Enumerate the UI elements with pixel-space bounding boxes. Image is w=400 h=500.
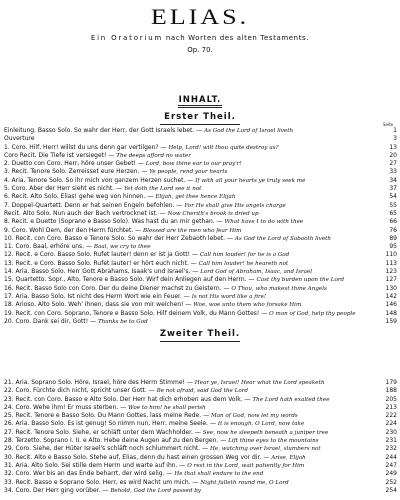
entry-english-title: If with all your hearts ye truly seek me (195, 177, 306, 184)
entry-english-title: Woe, woe unto them who forsake Him (193, 302, 302, 309)
entry-english-title: Call him louder! for he is a God (199, 252, 290, 259)
entry-page-number: 95 (389, 243, 397, 251)
contents-entry (4, 387, 397, 395)
entry-text: 4. Aria. Tenore Solo. So ihr mich von ganzem Herzen suchet. — If with all your hearts ye truly seek me (4, 176, 306, 184)
contents-entry (4, 470, 397, 478)
entry-label: Coro. Wer bis an das Ende beharrt, der wird selig. (15, 470, 165, 478)
entry-label: Ouverture (4, 135, 35, 143)
entry-number: 4. (4, 176, 10, 184)
entry-english-title: Behold, God the Lord passed by (110, 487, 201, 494)
entry-number: 17. (4, 292, 14, 300)
entry-number: 29. (4, 445, 14, 453)
entry-text: 12. Recit. e Coro. Basso Solo. Rufet lauter! denn er ist ja Gott! — Call him louder! for he is a God (4, 251, 290, 259)
entry-label: Recit. Tenore Solo. Zerreisset eure Herzen. (11, 168, 140, 176)
entry-number: 32. (4, 470, 14, 478)
part-two-entries (4, 379, 397, 495)
entry-label: Aria. Soprano Solo. Höre, Israel, höre des Herrn Stimme! (15, 379, 185, 386)
entry-english-title: O rest in the Lord, wait patiently for Him (187, 462, 305, 469)
entry-label: Duetto con Coro. Herr, höre unser Gebet! (11, 160, 136, 168)
entry-text: 19. Recit. con Coro. Soprano, Tenore e Basso Solo. Hilf deinem Volk, du Mann Gottes! — O man of God, help thy people (4, 309, 356, 317)
entry-number: 9. (4, 226, 10, 234)
opus-number: Op. 70. (187, 46, 213, 54)
entry-label: Coro. Baal, erhöre uns. (15, 243, 85, 251)
entry-number: 15. (4, 276, 14, 284)
entry-english-title: Lord, bow thine ear to our pray'r! (145, 161, 242, 168)
entry-number: 16. (4, 284, 14, 292)
entry-english-title: He, watching over Israel, slumbers not (210, 446, 321, 453)
entry-number: 12. (4, 251, 14, 259)
entry-label: Coro. Fürchte dich nicht, spricht unser Gott. (15, 387, 147, 395)
entry-page-number: 148 (385, 309, 397, 317)
contents-entry (4, 445, 397, 453)
entry-english-title: The deeps afford no water (116, 152, 191, 159)
contents-entry (4, 420, 397, 428)
entry-text: 5. Coro. Aber der Herr sieht es nicht. — Yet doth the Lord see it not (4, 185, 202, 193)
entry-text: Einleitung. Basso Solo. So wahr der Herr, der Gott Israels lebet. — As God the Lord of Israel liveth (4, 127, 294, 134)
entry-label: Einleitung. Basso Solo. So wahr der Herr, der Gott Israels lebet. (4, 127, 195, 134)
entry-number: 8. (4, 218, 10, 226)
entry-label: Recit. e Coro. Basso Solo. Rufet lauter! er hört euch nicht. (15, 259, 189, 267)
entry-label: Coro. Siehe, der Hüter Israel's schläft noch schlummert nicht. (15, 445, 201, 453)
entry-number: 18. (4, 301, 14, 309)
entry-number: 3. (4, 168, 10, 176)
entry-label: Recit. con Coro. Basso e Tenore Solo. So wahr der Herr Zebaoth lebet. (15, 234, 226, 242)
entry-text: 21. Aria. Soprano Solo. Höre, Israel, höre des Herrn Stimme! — Hear ye, Israel! Hear what the Lord speaketh (4, 379, 325, 386)
entry-english-title: As God the Lord of Sabaoth liveth (234, 235, 332, 242)
entry-number: 25. (4, 412, 14, 420)
entry-text: 23. Recit. con Coro. Basso e Alto Solo. Der Herr hat dich erhoben aus dem Volk. — The Lord hath exalted thee (4, 395, 330, 403)
entry-label: Terzetto. Soprano I. II. e Alto. Hebe deine Augen auf zu den Bergen. (15, 437, 219, 445)
work-title: ELIAS. (150, 4, 250, 29)
entry-number: 5. (4, 185, 10, 193)
entry-page-number: 213 (385, 403, 397, 411)
contents-entry (4, 454, 397, 462)
entry-number: 2. (4, 160, 10, 168)
contents-entry (4, 404, 397, 412)
part-two-title: Zweiter Theil. (159, 329, 241, 339)
entry-page-number: 249 (385, 470, 397, 478)
entry-label: Coro. Dank sei dir, Gott! (15, 317, 89, 325)
entry-english-title: Elijah, get thee hence Elijah (155, 194, 236, 201)
entry-text: 32. Coro. Wer bis an das Ende beharrt, der wird selig. — He that shall endure to the end (4, 470, 264, 478)
entry-english-title: Ye people, rend your hearts (149, 169, 228, 176)
contents-entry (4, 235, 397, 243)
entry-text: 20. Coro. Dank sei dir, Gott! — Thanks be to God (4, 317, 148, 325)
contents-entry (4, 487, 397, 495)
entry-page-number: 27 (389, 160, 397, 168)
entry-label: Recit. Alto Solo. Elias! gehe weg von hinnen. (11, 193, 146, 201)
entry-english-title: Be not afraid, said God the Lord (156, 388, 248, 395)
contents-entry (4, 251, 397, 259)
entry-label: Recit. con Coro. Soprano, Tenore e Basso Solo. Hilf deinem Volk, du Mann Gottes! (15, 309, 260, 317)
entry-page-number: 66 (389, 218, 397, 226)
entry-page-number: 34 (389, 176, 397, 184)
entry-page-number: 55 (389, 201, 397, 209)
entry-number: 10. (4, 234, 14, 242)
entry-number: 19. (4, 309, 14, 317)
entry-page-number: 232 (385, 445, 397, 453)
entry-page-number: 222 (385, 412, 397, 420)
entry-english-title: As God the Lord of Israel liveth (204, 128, 294, 134)
contents-entry (4, 243, 397, 251)
entry-label: Aria. Tenore Solo. So ihr mich von ganzem Herzen suchet. (11, 176, 186, 184)
entry-number: 26. (4, 420, 14, 428)
entry-text: 31. Aria. Alto Solo. Sei stille dem Herrn und warte auf ihn. — O rest in the Lord, wait patiently for Him (4, 461, 305, 469)
entry-text: 29. Coro. Siehe, der Hüter Israel's schläft noch schlummert nicht. — He, watching over Israel, slumbers not (4, 445, 321, 453)
contents-entry (4, 479, 397, 487)
entry-page-number: 123 (385, 268, 397, 276)
part-one-entries (4, 127, 397, 326)
entry-number: 33. (4, 478, 14, 486)
entry-english-title: Hear ye, Israel! Hear what the Lord speaketh (194, 380, 325, 386)
contents-entry (4, 437, 397, 445)
entry-english-title: Yet doth the Lord see it not (123, 186, 202, 193)
entry-text: 6. Recit. Alto Solo. Elias! gehe weg von hinnen. — Elijah, get thee hence Elijah (4, 193, 236, 201)
entry-number: 11. (4, 243, 14, 251)
entry-english-title: Lord God of Abraham, Isaac, and Israel (200, 269, 313, 276)
contents-entry (4, 160, 397, 168)
entry-text: 26. Aria. Basso Solo. Es ist genug! So nimm nun, Herr, meine Seele. — It is enough, O Lord, now take (4, 420, 305, 428)
entry-label: Doppel-Quartett. Denn er hat seinen Engeln befohlen. (11, 201, 175, 209)
contents-entry (4, 462, 397, 470)
entry-number: 21. (4, 379, 14, 386)
entry-label: Aria. Basso Solo. Es ist genug! So nimm nun, Herr, meine Seele. (15, 420, 209, 428)
entry-page-number: 65 (389, 209, 397, 217)
entry-number: 14. (4, 268, 14, 276)
entry-page-number: 146 (385, 301, 397, 309)
contents-entry (4, 177, 397, 185)
entry-text: 9. Coro. Wohl Dem, der den Herrn fürchtet. — Blessed are the men who fear Him (4, 226, 242, 234)
entry-label: Recit. Alto Solo. Nun auch der Bach vertrocknet ist. (4, 209, 158, 217)
entry-number: 34. (4, 486, 14, 494)
entry-label: Quartetto. Sopr., Alto, Tenore e Basso Solo. Wirf dein Anliegen auf den Herrn. (15, 276, 247, 284)
contents-entry (4, 429, 397, 437)
entry-page-number: 188 (385, 387, 397, 395)
contents-entry (4, 218, 397, 226)
contents-entry (4, 202, 397, 210)
entry-english-title: O man of God, help thy people (269, 310, 356, 317)
entry-page-number: 113 (385, 259, 397, 267)
entry-page-number: 54 (389, 193, 397, 201)
entry-number: 31. (4, 461, 14, 469)
entry-page-number: 244 (385, 453, 397, 461)
entry-label: Coro. Wehe ihm! Er muss sterben. (15, 403, 119, 411)
entry-english-title: He that shall endure to the end (174, 471, 264, 478)
contents-entry (4, 396, 397, 404)
entry-text: Coro Recit. Die Tiefe ist versieget! — The deeps afford no water (4, 151, 191, 159)
entry-text: 28. Terzetto. Soprano I. II. e Alto. Hebe deine Augen auf zu den Bergen. — Lift thine eyes to the mountains (4, 437, 319, 445)
entry-page-number: 76 (389, 226, 397, 234)
entry-page-number: 179 (385, 379, 397, 386)
contents-entry (4, 301, 397, 309)
entry-page-number: 224 (385, 420, 397, 428)
entry-english-title: Night falleth round me, O Lord (200, 479, 289, 486)
entry-english-title: Thanks be to God (97, 318, 148, 325)
entry-text: 15. Quartetto. Sopr., Alto, Tenore e Basso Solo. Wirf dein Anliegen auf den Herrn. — Cast thy burden upon the Lord (4, 276, 345, 284)
heading-rule-bottom (178, 107, 222, 108)
contents-entry (4, 135, 397, 143)
entry-label: Recit. e Coro. Basso Solo. Rufet lauter! denn er ist ja Gott! (15, 251, 191, 259)
contents-entry (4, 276, 397, 284)
entry-english-title: The Lord hath exalted thee (252, 396, 330, 403)
entry-page-number: 20 (389, 151, 397, 159)
contents-entry (4, 185, 397, 193)
entry-english-title: Call him louder! he heareth not (198, 260, 289, 267)
entry-text: 3. Recit. Tenore Solo. Zerreisset eure Herzen. — Ye people, rend your hearts (4, 168, 228, 176)
entry-label: Aria. Basso Solo. Ist nicht des Herrn Wort wie ein Feuer. (15, 292, 182, 300)
entry-text: 18. Arioso. Alto Solo. Weh' ihnen, dass sie von mir weichen! — Woe, woe unto them who forsake Him (4, 301, 302, 309)
entry-number: 20. (4, 317, 14, 325)
entry-page-number: 231 (385, 437, 397, 445)
entry-label: Recit. e Duetto (Soprano e Basso Solo). Was hast du an mir gethan. (11, 218, 215, 226)
entry-text: 1. Coro. Hilf, Herr! willst du uns denn gar vertilgen? — Help, Lord! wilt thou quite destroy us? (4, 143, 279, 151)
entry-label: Coro. Wohl Dem, der den Herrn fürchtet. (11, 226, 134, 234)
entry-number: 7. (4, 201, 10, 209)
contents-entry (4, 152, 397, 160)
entry-label: Recit. Tenore e Basso Solo. Du Mann Gottes, lass meine Rede. (15, 412, 202, 420)
entry-page-number: 13 (389, 143, 397, 151)
entry-page-number: 33 (389, 168, 397, 176)
entry-text: 27. Recit. Tenore Solo. Siehe, er schläft unter dem Wachholder. — See, now he sleepeth beneath a juniper tree (4, 428, 329, 436)
contents-entry (4, 268, 397, 276)
entry-english-title: O Thou, who makest thine Angels (231, 285, 327, 292)
entry-label: Recit. con Coro. Basso e Alto Solo. Der Herr hat dich erhoben aus dem Volk. (15, 395, 243, 403)
entry-page-number: 127 (385, 276, 397, 284)
entry-number: 28. (4, 437, 14, 445)
entry-english-title: Lift thine eyes to the mountains (228, 438, 319, 445)
contents-heading: INHALT. (178, 95, 222, 105)
page-column-label: Seite (383, 122, 394, 127)
entry-label: Aria. Alto Solo. Sei stille dem Herrn und warte auf ihn. (15, 461, 178, 469)
contents-entry (4, 412, 397, 420)
contents-entry (4, 318, 397, 326)
entry-page-number: 3 (393, 135, 397, 143)
contents-entry (4, 127, 397, 135)
work-subtitle (0, 34, 400, 42)
entry-text: 17. Aria. Basso Solo. Ist nicht des Herrn Wort wie ein Feuer. — Is not His word like a fire! (4, 292, 267, 300)
contents-entry (4, 193, 397, 201)
entry-text: 25. Recit. Tenore e Basso Solo. Du Mann Gottes, lass meine Rede. — Man of God, now let my words (4, 412, 298, 420)
contents-entry (4, 293, 397, 301)
entry-english-title: See, now he sleepeth beneath a juniper tree (202, 429, 329, 436)
contents-entry (4, 168, 397, 176)
entry-number: 1. (4, 143, 10, 151)
contents-entry (4, 310, 397, 318)
entry-page-number: 142 (385, 292, 397, 300)
entry-number: 27. (4, 428, 14, 436)
heading-rule-top (178, 105, 222, 106)
entry-number: 22. (4, 387, 14, 395)
entry-page-number: 205 (385, 395, 397, 403)
entry-label: Coro. Aber der Herr sieht es nicht. (11, 185, 115, 193)
entry-number: 24. (4, 403, 14, 411)
entry-page-number: 230 (385, 428, 397, 436)
entry-page-number: 159 (385, 317, 397, 325)
entry-english-title: Woe to him! he shall perish (128, 404, 206, 411)
entry-english-title: For He shall give His angels charge (184, 202, 286, 209)
entry-number: 13. (4, 259, 14, 267)
entry-text: 2. Duetto con Coro. Herr, höre unser Gebet! — Lord, bow thine ear to our pray'r! (4, 160, 242, 168)
part-one-title: Erster Theil. (164, 112, 236, 122)
entry-text (4, 135, 383, 143)
entry-english-title: Man of God, now let my words (210, 413, 298, 420)
entry-text: 14. Aria. Basso Solo. Herr Gott Abrahams, Isaak's und Israel's. — Lord God of Abraham, Isaac, and Israel (4, 268, 313, 276)
entry-number: 30. (4, 453, 14, 461)
entry-text: 34. Coro. Der Herr ging vorüber. — Behold, God the Lord passed by (4, 486, 201, 494)
entry-label: Aria. Basso Solo. Herr Gott Abrahams, Isaak's und Israel's. (15, 268, 191, 276)
entry-text: 16. Recit. Basso Solo con Coro. Der du deine Diener machst zu Geistern. — O Thou, who makest thine Angels (4, 284, 327, 292)
entry-page-number: 252 (385, 478, 397, 486)
contents-entry (4, 379, 397, 387)
entry-label: Recit. Basso e Soprano Solo. Herr, es wird Nacht um mich. (15, 478, 191, 486)
subtitle-rest: nach Worten des alten Testaments. (165, 34, 310, 42)
entry-label: Coro Recit. Die Tiefe ist versieget! (4, 151, 107, 159)
entry-text: Recit. Alto Solo. Nun auch der Bach vertrocknet ist. — Now Cherith's brook is dried up (4, 209, 259, 217)
entry-english-title: Help, Lord! wilt thou quite destroy us? (168, 144, 279, 151)
entry-page-number: 37 (389, 185, 397, 193)
entry-english-title: Baal, we cry to thee (93, 244, 151, 251)
contents-entry (4, 285, 397, 293)
entry-label: Recit. Basso Solo con Coro. Der du deine Diener machst zu Geistern. (15, 284, 222, 292)
subtitle-spaced: Ein Oratorium (90, 34, 164, 42)
entry-label: Coro. Hilf, Herr! willst du uns denn gar vertilgen? (11, 143, 159, 151)
entry-label: Recit. Tenore Solo. Siehe, er schläft unter dem Wachholder. (15, 428, 193, 436)
entry-number: 6. (4, 193, 10, 201)
entry-text: 22. Coro. Fürchte dich nicht, spricht unser Gott. — Be not afraid, said God the Lord (4, 387, 248, 395)
entry-page-number: 89 (389, 234, 397, 242)
entry-page-number: 254 (385, 486, 397, 494)
entry-page-number: 130 (385, 284, 397, 292)
entry-text: 33. Recit. Basso e Soprano Solo. Herr, es wird Nacht um mich. — Night falleth round me, O Lord (4, 478, 289, 486)
entry-english-title: It is enough, O Lord, now take (217, 421, 305, 428)
entry-text: 11. Coro. Baal, erhöre uns. — Baal, we cry to thee (4, 243, 151, 251)
entry-text: 24. Coro. Wehe ihm! Er muss sterben. — Woe to him! he shall perish (4, 403, 206, 411)
entry-english-title: Blessed are the men who fear Him (143, 227, 242, 234)
entry-text: 7. Doppel-Quartett. Denn er hat seinen Engeln befohlen. — For He shall give His angels charge (4, 201, 286, 209)
contents-entry (4, 144, 397, 152)
part-two-rule (160, 341, 240, 342)
contents-entry (4, 227, 397, 235)
entry-number: 23. (4, 395, 14, 403)
part-one-rule (160, 124, 240, 125)
entry-text: 8. Recit. e Duetto (Soprano e Basso Solo). Was hast du an mir gethan. — What have I to do with thee (4, 218, 304, 226)
entry-label: Arioso. Alto Solo. Weh' ihnen, dass sie von mir weichen! (15, 301, 184, 309)
entry-page-number: 110 (385, 251, 397, 259)
entry-text: 10. Recit. con Coro. Basso e Tenore Solo. So wahr der Herr Zebaoth lebet. — As God the Lord of Sabaoth liveth (4, 234, 332, 242)
entry-text: 13. Recit. e Coro. Basso Solo. Rufet lauter! er hört euch nicht. — Call him louder! he heareth not (4, 259, 289, 267)
contents-entry (4, 260, 397, 268)
entry-english-title: Is not His word like a fire! (191, 293, 267, 300)
entry-english-title: What have I to do with thee (224, 219, 304, 226)
entry-page-number: 247 (385, 461, 397, 469)
entry-english-title: Now Cherith's brook is dried up (167, 210, 259, 217)
entry-text: 30. Recit. Alto e Basso Solo. Stehe auf, Elias, denn du hast einen grossen Weg vor dir. — Arise, Elijah (4, 453, 306, 461)
contents-entry (4, 210, 397, 218)
entry-english-title: Arise, Elijah (271, 454, 306, 461)
entry-page-number: 1 (393, 127, 397, 134)
entry-label: Coro. Der Herr ging vorüber. (15, 486, 101, 494)
entry-label: Recit. Alto e Basso Solo. Stehe auf, Elias, denn du hast einen grossen Weg vor dir. (15, 453, 262, 461)
entry-english-title: Cast thy burden upon the Lord (256, 277, 345, 284)
